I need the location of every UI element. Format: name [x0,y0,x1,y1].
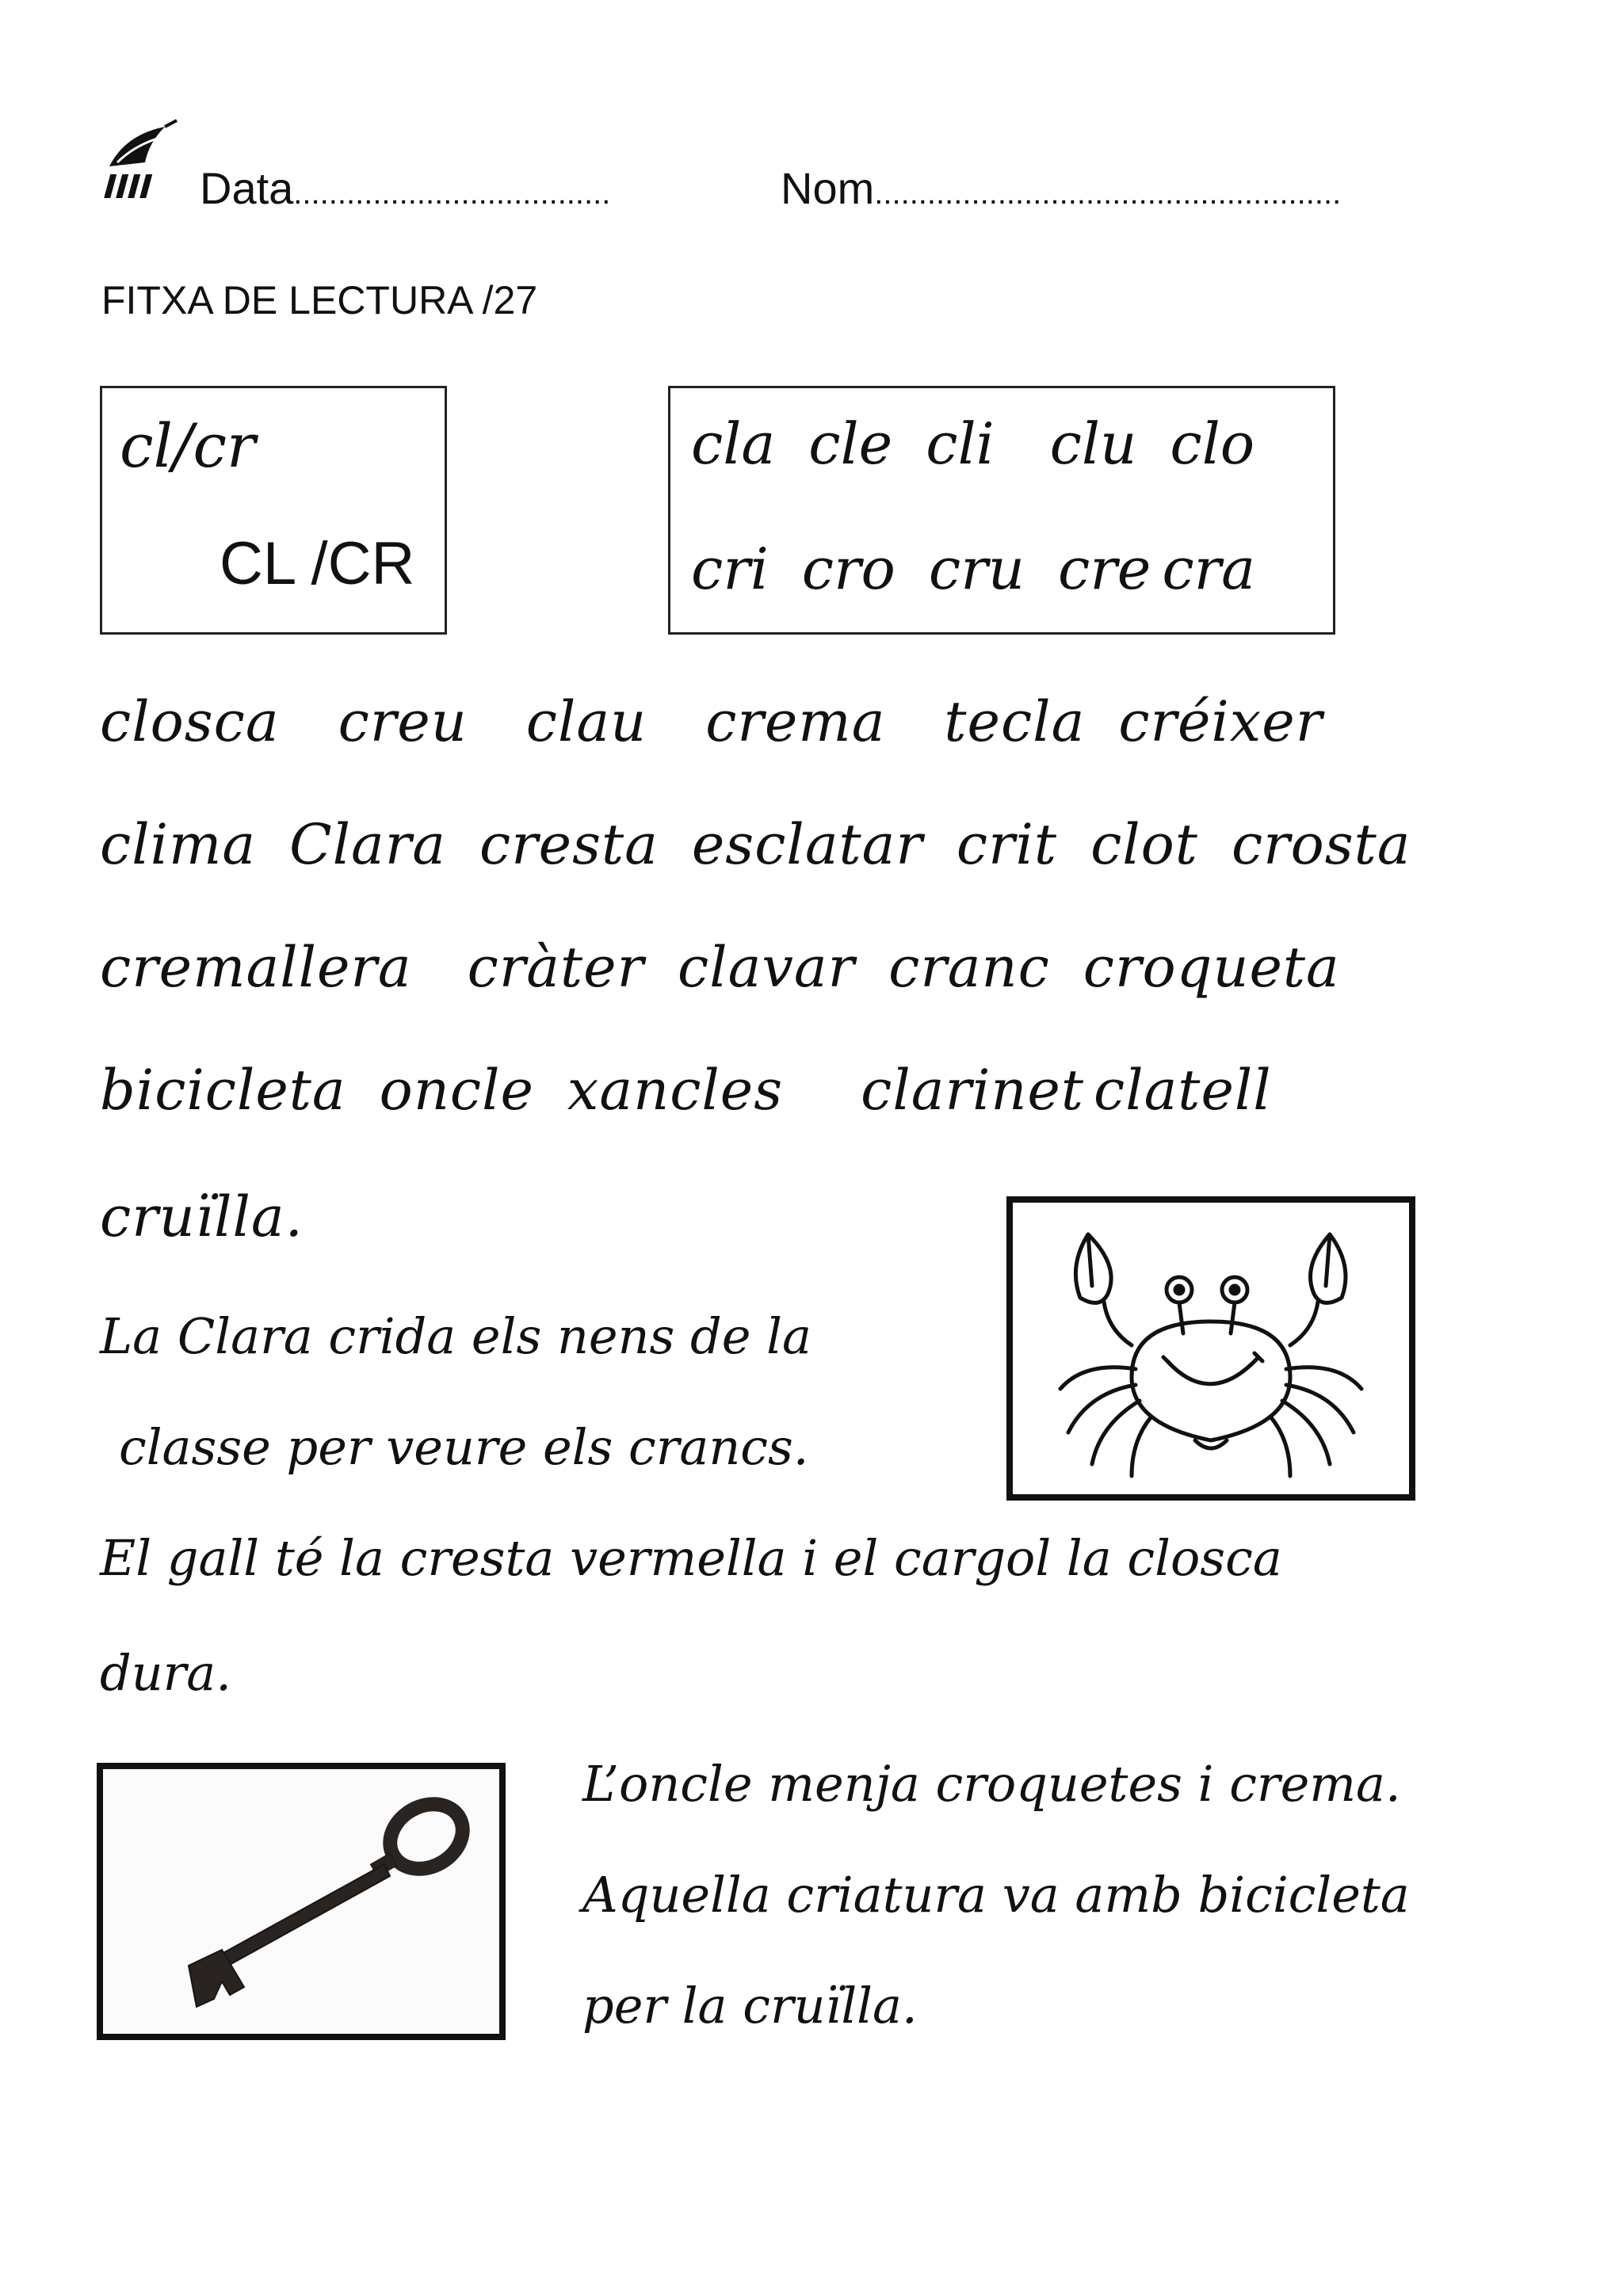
word: clavar [678,935,856,1000]
word: clot [1090,812,1198,877]
name-dots: ..................................................... [874,176,1342,211]
sentence-1-line-1: La Clara crida els nens de la [100,1307,812,1365]
crab-illustration [1013,1203,1409,1494]
syllable: cru [928,536,1025,602]
sentence-4-line-1: Aquella criatura va amb bicicleta [582,1866,1410,1924]
syllable: cli [926,410,995,477]
word: Clara [289,812,446,877]
word: cranc [888,935,1050,1000]
word: tecla [944,689,1086,754]
word: clarinet [861,1058,1084,1123]
key-photo [103,1769,499,2034]
word-line-4 [100,1058,1272,1123]
worksheet-title: FITXA DE LECTURA /27 [101,278,538,322]
letters-box [100,386,447,635]
letters-print: CL /CR [220,530,415,597]
word: cremallera [100,935,412,1000]
word-line-3 [100,935,1340,1000]
word: cràter [467,935,645,1000]
word: clatell [1093,1058,1272,1123]
date-label: Data [200,163,294,213]
word: cresta [479,812,659,877]
word-line-2 [100,812,1411,877]
crab-picture-frame [1006,1196,1415,1501]
word-line-5 [100,1184,304,1249]
syllables-box [668,386,1335,635]
word: xancles [567,1058,784,1123]
word-line-1 [100,689,1323,754]
key-picture-frame [97,1763,506,2040]
word: crosta [1231,812,1411,877]
word: closca [100,689,280,754]
sentence-3-line-1: L’oncle menja croquetes i crema. [582,1755,1401,1813]
syllable: clo [1170,410,1255,477]
sentence-1-line-2: classe per veure els crancs. [119,1418,809,1476]
word: crit [956,812,1058,877]
word: clau [525,689,647,754]
word: crema [705,689,886,754]
word: cruïlla. [100,1184,304,1249]
letters-cursive: cl/cr [120,410,256,481]
word: bicicleta [100,1058,346,1123]
syllable: cra [1162,536,1256,602]
syllable: cro [801,536,896,602]
date-dots: .................................... [293,176,611,211]
syllable: cri [691,536,769,602]
syllable: cle [808,410,893,477]
name-label: Nom [781,163,875,213]
sentence-2-line-1: El gall té la cresta vermella i el cargol la closca [100,1529,1282,1587]
sentence-2-line-2: dura. [100,1644,231,1702]
syllable: cla [691,410,776,477]
word: creu [338,689,468,754]
pencil-logo-icon [101,119,181,206]
word: créixer [1118,689,1323,754]
syllable: cre [1058,536,1151,602]
word: esclatar [691,812,923,877]
word: clima [100,812,257,877]
sentence-4-line-2: per la cruïlla. [582,1977,918,2035]
syllables-row-2 [691,536,1255,602]
word: croqueta [1083,935,1340,1000]
date-field [200,162,610,214]
syllables-row-1 [691,410,1254,477]
word: oncle [379,1058,534,1123]
syllable: clu [1049,410,1137,477]
name-field [781,162,1341,214]
